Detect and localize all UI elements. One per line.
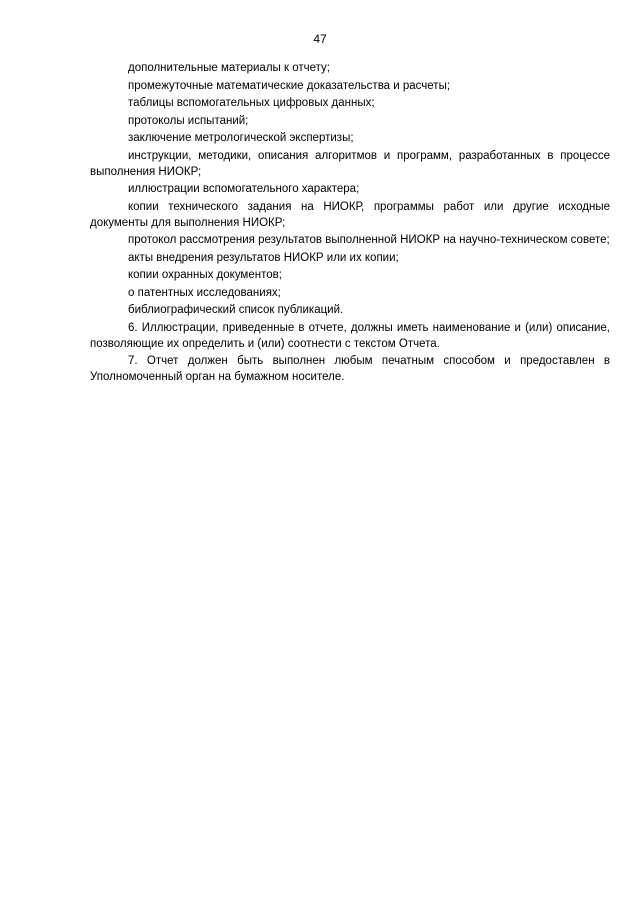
list-item-instructions-methods: инструкции, методики, описания алгоритмов и программ, разработанных в процессе выполнения НИОКР; bbox=[90, 149, 610, 178]
list-item-metrology-conclusion: заключение метрологической экспертизы; bbox=[128, 132, 354, 144]
list-item-implementation-acts: акты внедрения результатов НИОКР или их копии; bbox=[128, 251, 399, 264]
list-item-intermediate-proofs: промежуточные математические доказательства и расчеты; bbox=[128, 79, 451, 92]
list-item-test-protocols: протоколы испытаний; bbox=[128, 114, 249, 127]
list-item-auxiliary-illustrations: иллюстрации вспомогательного характера; bbox=[128, 183, 360, 195]
list-item-bibliography: библиографический список публикаций. bbox=[128, 304, 344, 316]
list-item-protection-documents: копии охранных документов; bbox=[128, 269, 282, 281]
list-item-patent-research: о патентных исследованиях; bbox=[128, 286, 281, 299]
page-body bbox=[90, 60, 610, 387]
list-item-additional-materials: дополнительные материалы к отчету; bbox=[128, 62, 330, 74]
clause-6-illustrations: 6. Иллюстрации, приведенные в отчете, должны иметь наименование и (или) описание, позволяющие их определить и (или) соотнести с текстом Отчета. bbox=[90, 321, 610, 350]
list-item-technical-assignment-copies: копии технического задания на НИОКР, программы работ или другие исходные документы для выполнения НИОКР; bbox=[90, 200, 610, 229]
list-item-council-protocol: протокол рассмотрения результатов выполненной НИОКР на научно-техническом совете; bbox=[128, 234, 610, 246]
list-item-auxiliary-tables: таблицы вспомогательных цифровых данных; bbox=[128, 97, 375, 109]
clause-7-report-format: 7. Отчет должен быть выполнен любым печатным способом и предоставлен в Уполномоченный орган на бумажном носителе. bbox=[90, 355, 610, 383]
page-number: 47 bbox=[313, 32, 327, 46]
